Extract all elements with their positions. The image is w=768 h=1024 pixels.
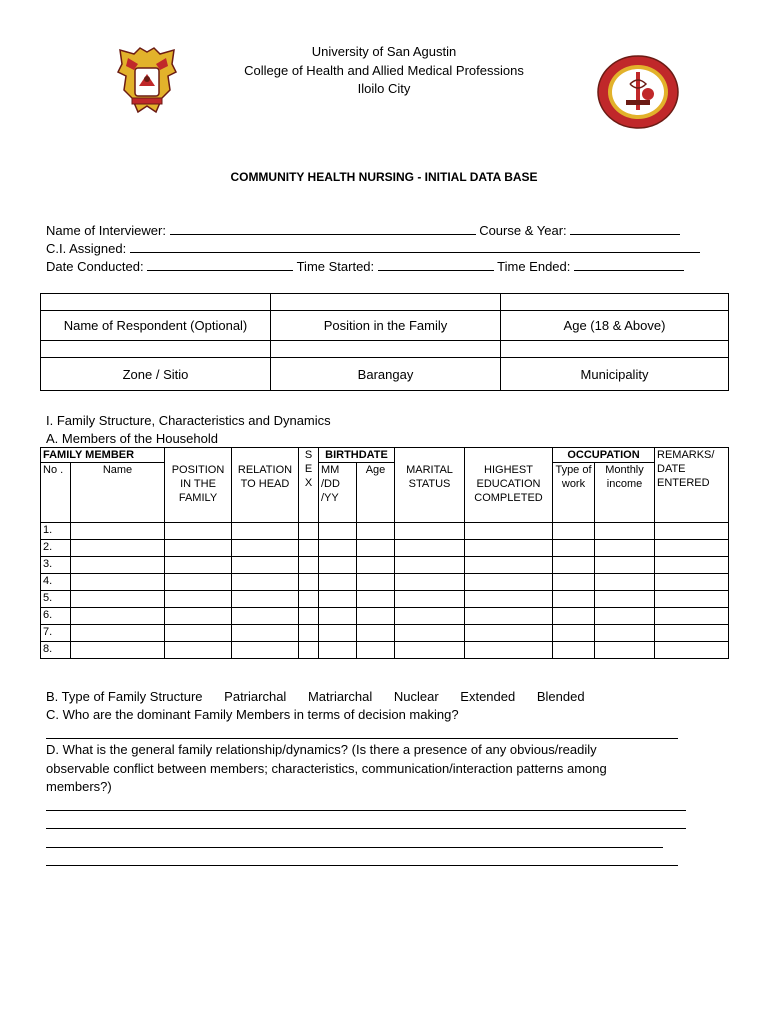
table-cell-input[interactable] xyxy=(71,642,165,659)
row-number: 3. xyxy=(41,557,71,574)
ci-assigned-field[interactable] xyxy=(130,240,700,253)
table-row xyxy=(41,642,729,659)
course-year-field[interactable] xyxy=(570,222,680,235)
table-cell-input[interactable] xyxy=(395,608,465,625)
date-conducted-field[interactable] xyxy=(147,258,293,271)
section-d-line1: D. What is the general family relationship/dynamics? (Is there a presence of any obvious/readily xyxy=(46,742,597,757)
table-cell-input[interactable] xyxy=(357,557,395,574)
interviewer-field[interactable] xyxy=(170,222,476,235)
table-cell-input[interactable] xyxy=(395,591,465,608)
table-row xyxy=(41,557,729,574)
table-cell-input[interactable] xyxy=(232,574,299,591)
position-header: POSITION IN THE FAMILY xyxy=(165,448,232,523)
table-cell-input[interactable] xyxy=(71,625,165,642)
table-cell-input[interactable] xyxy=(165,625,232,642)
table-cell-input[interactable] xyxy=(319,608,357,625)
table-row xyxy=(41,540,729,557)
answer-line-d2[interactable] xyxy=(46,828,686,829)
option-extended[interactable]: Extended xyxy=(460,689,516,704)
table-cell-input[interactable] xyxy=(299,574,319,591)
table-cell-input[interactable] xyxy=(655,574,729,591)
table-cell-input[interactable] xyxy=(357,642,395,659)
respondent-name-input[interactable] xyxy=(41,294,271,311)
table-cell-input[interactable] xyxy=(357,591,395,608)
table-cell-input[interactable] xyxy=(357,625,395,642)
table-cell-input[interactable] xyxy=(553,523,595,540)
table-cell-input[interactable] xyxy=(553,591,595,608)
table-cell-input[interactable] xyxy=(232,540,299,557)
table-cell-input[interactable] xyxy=(232,591,299,608)
relation-header: RELATION TO HEAD xyxy=(232,448,299,523)
city-name: Iloilo City xyxy=(357,81,411,96)
table-cell-input[interactable] xyxy=(595,540,655,557)
no-header: No . xyxy=(41,463,71,523)
table-cell-input[interactable] xyxy=(655,608,729,625)
table-cell-input[interactable] xyxy=(595,625,655,642)
age-label: Age (18 & Above) xyxy=(501,311,729,341)
table-cell-input[interactable] xyxy=(71,608,165,625)
municipality-label: Municipality xyxy=(501,358,729,391)
table-cell-input[interactable] xyxy=(553,557,595,574)
table-cell-input[interactable] xyxy=(655,625,729,642)
position-label: Position in the Family xyxy=(271,311,501,341)
date-time-row xyxy=(46,258,684,274)
table-cell-input[interactable] xyxy=(465,574,553,591)
table-cell-input[interactable] xyxy=(299,642,319,659)
table-cell-input[interactable] xyxy=(299,591,319,608)
table-cell-input[interactable] xyxy=(165,591,232,608)
row-number: 5. xyxy=(41,591,71,608)
table-cell-input[interactable] xyxy=(395,523,465,540)
interviewer-label: Name of Interviewer: xyxy=(46,223,166,238)
option-patriarchal[interactable]: Patriarchal xyxy=(224,689,287,704)
table-row xyxy=(41,523,729,540)
table-cell-input[interactable] xyxy=(465,625,553,642)
table-cell-input[interactable] xyxy=(232,523,299,540)
table-cell-input[interactable] xyxy=(319,574,357,591)
table-cell-input[interactable] xyxy=(232,557,299,574)
table-cell-input[interactable] xyxy=(395,574,465,591)
row-number: 1. xyxy=(41,523,71,540)
section-b xyxy=(46,689,585,704)
table-cell-input[interactable] xyxy=(71,523,165,540)
table-cell-input[interactable] xyxy=(595,574,655,591)
table-row xyxy=(41,608,729,625)
table-cell-input[interactable] xyxy=(165,540,232,557)
household-members-table xyxy=(40,447,729,659)
respondent-position-input[interactable] xyxy=(271,294,501,311)
table-cell-input[interactable] xyxy=(553,625,595,642)
birthdate-header: BIRTHDATE xyxy=(319,448,395,463)
table-cell-input[interactable] xyxy=(165,608,232,625)
table-cell-input[interactable] xyxy=(165,557,232,574)
table-cell-input[interactable] xyxy=(655,540,729,557)
table-cell-input[interactable] xyxy=(465,557,553,574)
section-1a-heading: A. Members of the Household xyxy=(46,431,218,446)
table-cell-input[interactable] xyxy=(395,642,465,659)
table-cell-input[interactable] xyxy=(395,557,465,574)
table-cell-input[interactable] xyxy=(553,540,595,557)
option-matriarchal[interactable]: Matriarchal xyxy=(307,689,373,704)
table-cell-input[interactable] xyxy=(165,523,232,540)
barangay-label: Barangay xyxy=(271,358,501,391)
barangay-input[interactable] xyxy=(271,341,501,358)
table-cell-input[interactable] xyxy=(595,591,655,608)
table-cell-input[interactable] xyxy=(232,625,299,642)
answer-line-d1[interactable] xyxy=(46,810,686,811)
table-row xyxy=(41,625,729,642)
table-cell-input[interactable] xyxy=(655,523,729,540)
answer-line-d4[interactable] xyxy=(46,865,678,866)
answer-line-c[interactable] xyxy=(46,738,678,739)
table-cell-input[interactable] xyxy=(655,557,729,574)
respondent-age-input[interactable] xyxy=(501,294,729,311)
date-conducted-label: Date Conducted: xyxy=(46,259,144,274)
row-number: 7. xyxy=(41,625,71,642)
table-cell-input[interactable] xyxy=(232,608,299,625)
section-b-label: B. Type of Family Structure xyxy=(46,689,203,704)
table-cell-input[interactable] xyxy=(395,625,465,642)
row-number: 8. xyxy=(41,642,71,659)
interviewer-row xyxy=(46,222,680,238)
table-cell-input[interactable] xyxy=(357,523,395,540)
table-cell-input[interactable] xyxy=(232,642,299,659)
table-cell-input[interactable] xyxy=(357,574,395,591)
course-year-label: Course & Year: xyxy=(479,223,567,238)
time-started-label: Time Started: xyxy=(296,259,375,274)
table-cell-input[interactable] xyxy=(553,574,595,591)
college-name: College of Health and Allied Medical Professions xyxy=(244,63,524,78)
table-cell-input[interactable] xyxy=(299,608,319,625)
table-cell-input[interactable] xyxy=(465,608,553,625)
table-cell-input[interactable] xyxy=(71,591,165,608)
university-name: University of San Agustin xyxy=(311,44,457,59)
table-cell-input[interactable] xyxy=(319,625,357,642)
type-work-header: Type of work xyxy=(553,463,595,523)
section-d-line3: members?) xyxy=(46,779,112,794)
table-cell-input[interactable] xyxy=(71,557,165,574)
education-header: HIGHEST EDUCATION COMPLETED xyxy=(465,448,553,523)
table-cell-input[interactable] xyxy=(465,523,553,540)
option-nuclear[interactable]: Nuclear xyxy=(393,689,439,704)
municipality-input[interactable] xyxy=(501,341,729,358)
table-cell-input[interactable] xyxy=(165,642,232,659)
row-number: 2. xyxy=(41,540,71,557)
section-c: C. Who are the dominant Family Members in terms of decision making? xyxy=(46,707,459,722)
table-cell-input[interactable] xyxy=(71,574,165,591)
table-cell-input[interactable] xyxy=(595,608,655,625)
table-cell-input[interactable] xyxy=(595,642,655,659)
option-blended[interactable]: Blended xyxy=(536,689,585,704)
table-cell-input[interactable] xyxy=(319,540,357,557)
table-cell-input[interactable] xyxy=(465,642,553,659)
table-cell-input[interactable] xyxy=(357,540,395,557)
table-cell-input[interactable] xyxy=(655,591,729,608)
marital-header: MARITAL STATUS xyxy=(395,448,465,523)
ci-row xyxy=(46,240,700,256)
family-member-header: FAMILY MEMBER xyxy=(41,448,165,463)
zone-input[interactable] xyxy=(41,341,271,358)
table-cell-input[interactable] xyxy=(357,608,395,625)
age-header: Age xyxy=(357,463,395,523)
table-cell-input[interactable] xyxy=(553,608,595,625)
time-ended-field[interactable] xyxy=(574,258,684,271)
name-header: Name xyxy=(71,463,165,523)
monthly-income-header: Monthly income xyxy=(595,463,655,523)
table-row xyxy=(41,591,729,608)
table-cell-input[interactable] xyxy=(165,574,232,591)
table-cell-input[interactable] xyxy=(319,557,357,574)
section-1-heading: I. Family Structure, Characteristics and Dynamics xyxy=(46,413,331,428)
table-cell-input[interactable] xyxy=(299,557,319,574)
table-row xyxy=(41,574,729,591)
table-cell-input[interactable] xyxy=(319,642,357,659)
table-cell-input[interactable] xyxy=(71,540,165,557)
table-cell-input[interactable] xyxy=(465,591,553,608)
table-cell-input[interactable] xyxy=(299,523,319,540)
table-cell-input[interactable] xyxy=(553,642,595,659)
answer-line-d3[interactable] xyxy=(46,847,663,848)
occupation-header: OCCUPATION xyxy=(553,448,655,463)
table-cell-input[interactable] xyxy=(395,540,465,557)
table-cell-input[interactable] xyxy=(465,540,553,557)
time-ended-label: Time Ended: xyxy=(497,259,571,274)
respondent-table xyxy=(40,293,729,391)
sex-header: S E X xyxy=(299,448,319,523)
respondent-name-label: Name of Respondent (Optional) xyxy=(41,311,271,341)
table-cell-input[interactable] xyxy=(655,642,729,659)
form-title: COMMUNITY HEALTH NURSING - INITIAL DATA BASE xyxy=(230,170,538,184)
remarks-header: REMARKS/ DATE ENTERED xyxy=(655,448,729,523)
table-cell-input[interactable] xyxy=(299,540,319,557)
ci-assigned-label: C.I. Assigned: xyxy=(46,241,127,256)
time-started-field[interactable] xyxy=(378,258,494,271)
row-number: 6. xyxy=(41,608,71,625)
section-d-line2: observable conflict between members; characteristics, communication/interaction patterns among xyxy=(46,761,607,776)
table-cell-input[interactable] xyxy=(595,557,655,574)
table-cell-input[interactable] xyxy=(319,523,357,540)
table-cell-input[interactable] xyxy=(319,591,357,608)
table-cell-input[interactable] xyxy=(595,523,655,540)
mmddyy-header: MM /DD /YY xyxy=(319,463,357,523)
zone-label: Zone / Sitio xyxy=(41,358,271,391)
row-number: 4. xyxy=(41,574,71,591)
table-cell-input[interactable] xyxy=(299,625,319,642)
